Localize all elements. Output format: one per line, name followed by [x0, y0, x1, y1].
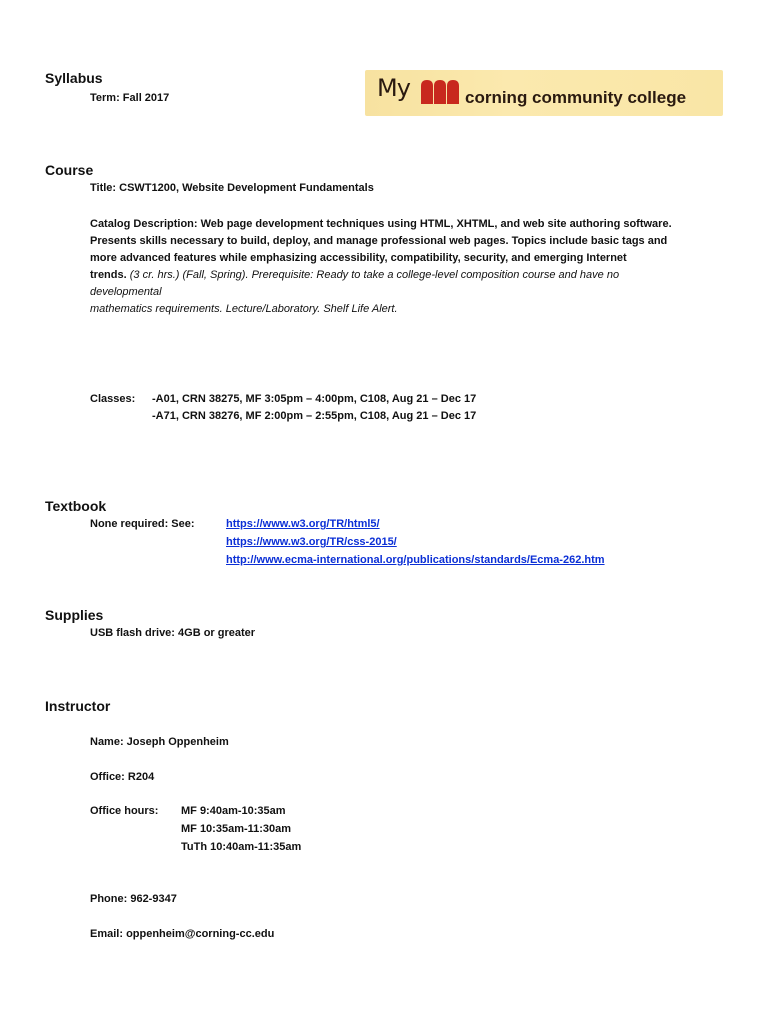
classes-label: Classes: — [90, 393, 136, 405]
description-line: Presents skills necessary to build, deploy, and manage professional web pages. Topics include basic tags and — [90, 235, 668, 247]
description-line: more advanced features while emphasizing accessibility, compatibility, security, and emerging Internet — [90, 252, 627, 264]
logo-my-text: My — [377, 74, 410, 102]
textbook-link-html5[interactable]: https://www.w3.org/TR/html5/ — [226, 518, 380, 530]
office-hours-slot: MF 10:35am-11:30am — [181, 823, 292, 835]
instructor-office: Office: R204 — [90, 771, 155, 783]
logo-college-name: corning community college — [465, 88, 687, 107]
textbook-link-ecma[interactable]: http://www.ecma-international.org/publications/standards/Ecma-262.htm — [226, 554, 605, 566]
textbook-label: None required: See: — [90, 518, 195, 530]
term-text: Term: Fall 2017 — [90, 92, 170, 104]
instructor-phone: Phone: 962-9347 — [90, 893, 177, 905]
office-hours-slot: MF 9:40am-10:35am — [181, 805, 286, 817]
supplies-item: USB flash drive: 4GB or greater — [90, 627, 256, 639]
office-hours-label: Office hours: — [90, 805, 159, 817]
college-logo — [365, 70, 723, 116]
description-italic: (3 cr. hrs.) (Fall, Spring). Prerequisite: Ready to take a college-level composition course and have no — [126, 269, 620, 281]
instructor-name: Name: Joseph Oppenheim — [90, 736, 229, 748]
syllabus-heading: Syllabus — [45, 70, 103, 86]
instructor-email: Email: oppenheim@corning-cc.edu — [90, 928, 275, 940]
description-line: Catalog Description: Web page development techniques using HTML, XHTML, and web site authoring software. — [90, 218, 672, 230]
description-trends: trends. — [90, 269, 127, 281]
description-italic: mathematics requirements. Lecture/Laboratory. Shelf Life Alert. — [90, 303, 398, 315]
course-heading: Course — [45, 162, 94, 178]
class-section: -A01, CRN 38275, MF 3:05pm – 4:00pm, C108, Aug 21 – Dec 17 — [152, 393, 477, 405]
logo-mark-icon — [417, 76, 463, 106]
textbook-link-css[interactable]: https://www.w3.org/TR/css-2015/ — [226, 536, 397, 548]
textbook-heading: Textbook — [45, 498, 107, 514]
class-section: -A71, CRN 38276, MF 2:00pm – 2:55pm, C108, Aug 21 – Dec 17 — [152, 410, 477, 422]
catalog-description — [90, 216, 740, 318]
course-title: Title: CSWT1200, Website Development Fundamentals — [90, 182, 374, 194]
description-italic: developmental — [90, 286, 162, 298]
office-hours-slot: TuTh 10:40am-11:35am — [181, 841, 302, 853]
supplies-heading: Supplies — [45, 607, 104, 623]
instructor-heading: Instructor — [45, 698, 111, 714]
